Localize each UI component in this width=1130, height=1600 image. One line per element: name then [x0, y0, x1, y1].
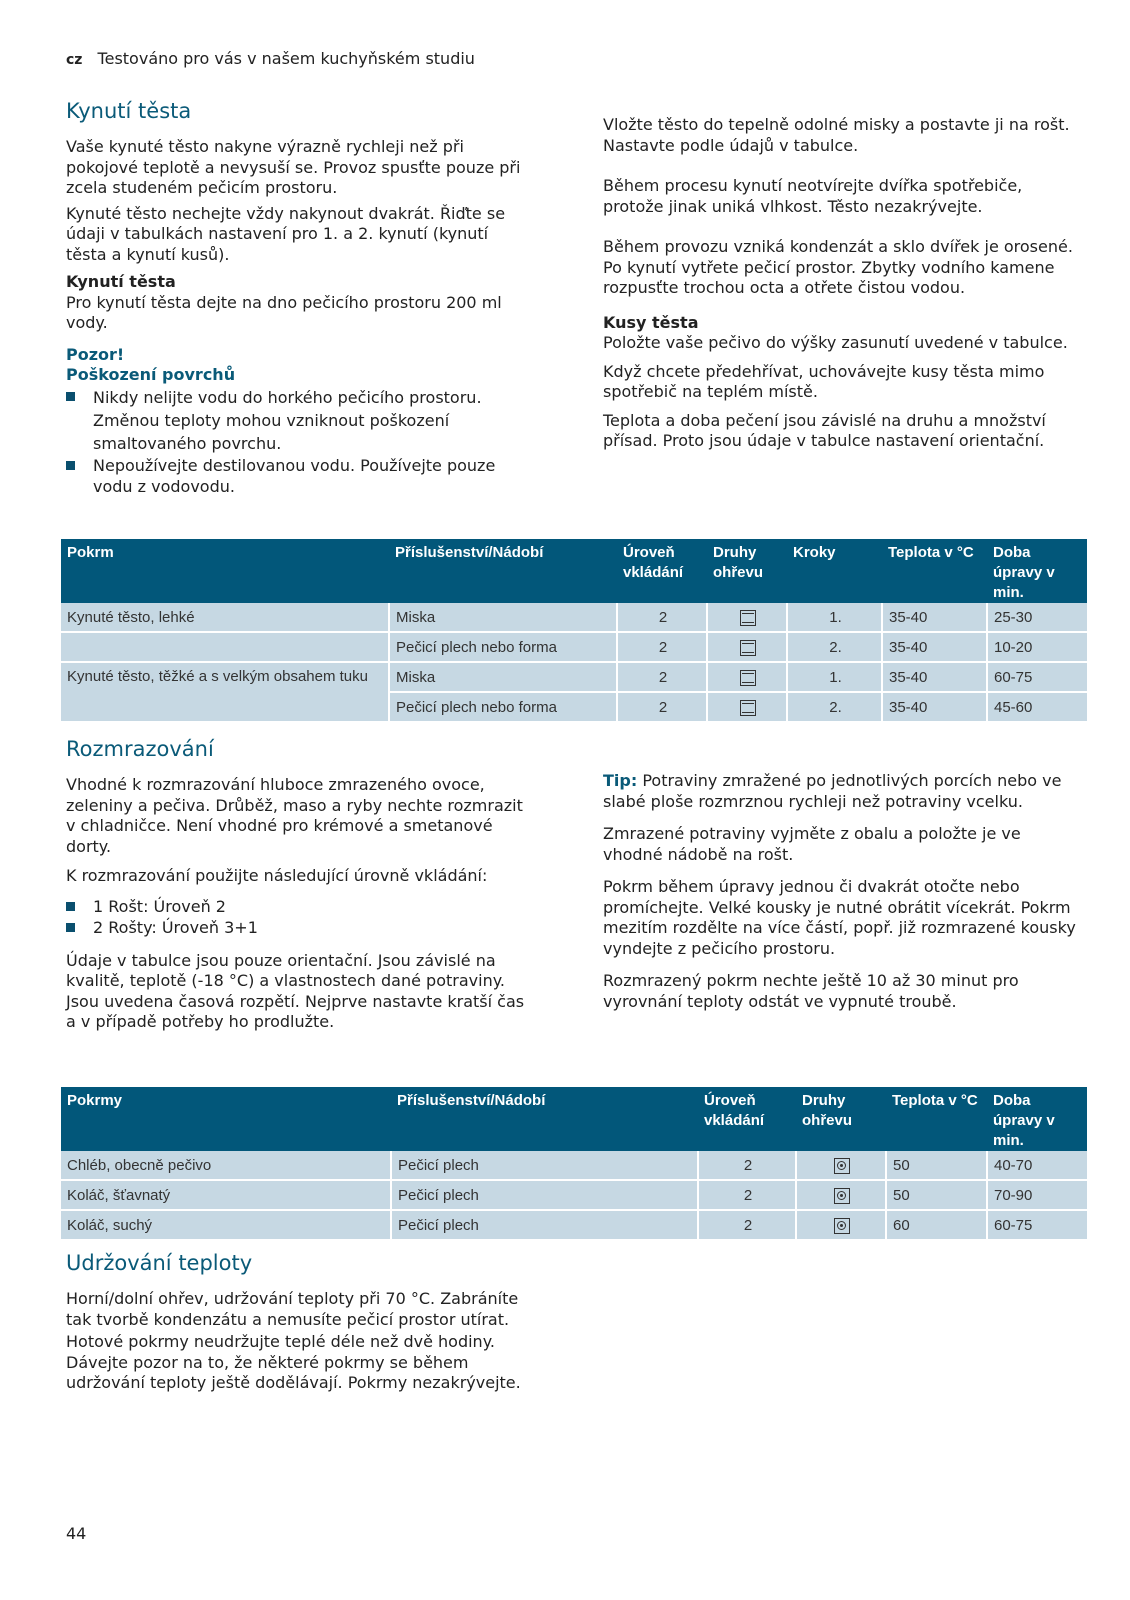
paragraph: Když chcete předehřívat, uchovávejte kusy těsta mimo spotřebič na teplém místě. — [603, 361, 1045, 401]
list-item: Nepoužívejte destilovanou vodu. Používejte pouze vodu z vodovodu. — [66, 455, 526, 497]
header-title: Testováno pro vás v našem kuchyňském studiu — [97, 49, 475, 68]
column-header: Doba úpravy v min. — [987, 1087, 1087, 1151]
cell-dish: Kynuté těsto, těžké a s velkým obsahem tuku — [61, 662, 389, 722]
top-bottom-heat-icon — [740, 700, 756, 716]
cell-time: 25-30 — [987, 603, 1087, 632]
cell-temp: 50 — [886, 1151, 987, 1180]
table-header-row — [61, 1087, 1087, 1151]
cell-heat — [707, 632, 787, 662]
top-bottom-heat-icon — [740, 640, 756, 656]
paragraph: Vložte těsto do tepelně odolné misky a postavte ji na rošt. Nastavte podle údajů v tabulce. — [603, 115, 1070, 155]
cell-heat — [796, 1151, 886, 1180]
cell-temp: 35-40 — [882, 632, 987, 662]
cell-accessory: Pečicí plech nebo forma — [389, 632, 617, 662]
cell-level: 2 — [698, 1210, 796, 1240]
cell-level: 2 — [698, 1151, 796, 1180]
paragraph: Pokrm během úpravy jednou či dvakrát otočte nebo promíchejte. Velké kousky je nutné obrátit vícekrát. Pokrm mezitím rozdělte na více částí, popř. již rozmrazené kousky vyndejte z pečicího prostoru. — [603, 877, 1076, 958]
cell-dish: Chléb, obecně pečivo — [61, 1151, 391, 1180]
cell-time: 60-75 — [987, 662, 1087, 692]
paragraph: Rozmrazený pokrm nechte ještě 10 až 30 minut pro vyrovnání teploty odstát ve vypnuté troubě. — [603, 971, 1019, 1011]
paragraph: Údaje v tabulce jsou pouze orientační. Jsou závislé na kvalitě, teplotě (-18 °C) a vlastnostech dané potraviny. Jsou uvedena časová rozpětí. Nejprve nastavte kratší čas a v případě potřeby ho prodlužte. — [66, 950, 525, 1031]
list-item: 2 Rošty: Úroveň 3+1 — [66, 917, 536, 938]
cell-accessory: Pečicí plech — [391, 1210, 698, 1240]
cell-time: 70-90 — [987, 1180, 1087, 1210]
column-header: Doba úpravy v min. — [987, 539, 1087, 603]
warning-label: Pozor! — [66, 344, 125, 364]
cell-level: 2 — [617, 662, 707, 692]
cell-accessory: Pečicí plech nebo forma — [389, 692, 617, 722]
column-header: Druhy ohřevu — [707, 539, 787, 603]
paragraph: Během procesu kynutí neotvírejte dvířka spotřebiče, protože jinak uniká vlhkost. Těsto nezakrývejte. — [603, 176, 1023, 216]
column-header: Pokrmy — [61, 1087, 391, 1151]
paragraph: Horní/dolní ohřev, udržování teploty při 70 °C. Zabráníte tak tvorbě kondenzátu a nemusíte pečicí prostor utírat. — [66, 1289, 519, 1329]
table-row — [61, 632, 1087, 662]
keep-warm-column — [66, 1289, 526, 1394]
cell-step: 1. — [787, 662, 882, 692]
top-bottom-heat-icon — [740, 610, 756, 626]
cell-temp: 35-40 — [882, 662, 987, 692]
table-row — [61, 603, 1087, 632]
table-row — [61, 1151, 1087, 1180]
cell-level: 2 — [617, 632, 707, 662]
cell-step: 2. — [787, 692, 882, 722]
cell-heat — [796, 1180, 886, 1210]
paragraph: Pro kynutí těsta dejte na dno pečicího prostoru 200 ml vody. — [66, 292, 502, 332]
cell-dish: Koláč, šťavnatý — [61, 1180, 391, 1210]
cell-accessory: Pečicí plech — [391, 1151, 698, 1180]
cell-level: 2 — [617, 692, 707, 722]
column-header: Úroveň vkládání — [698, 1087, 796, 1151]
warning-title: Poškození povrchů — [66, 365, 236, 384]
cell-time: 40-70 — [987, 1151, 1087, 1180]
cell-step: 1. — [787, 603, 882, 632]
section-title-udrzovani: Udržování teploty — [66, 1251, 253, 1275]
page-number: 44 — [66, 1524, 87, 1543]
table-row — [61, 1210, 1087, 1240]
subheading: Kusy těsta — [603, 312, 699, 332]
paragraph: Během provozu vzniká kondenzát a sklo dvířek je orosené. Po kynutí vytřete pečicí prostor. Zbytky vodního kamene rozpusťte trochou octa a otřete čistou vodou. — [603, 237, 1073, 297]
cell-level: 2 — [617, 603, 707, 632]
cell-time: 10-20 — [987, 632, 1087, 662]
defrost-left-column — [66, 775, 536, 1033]
cell-step: 2. — [787, 632, 882, 662]
cell-temp: 50 — [886, 1180, 987, 1210]
cell-accessory: Miska — [389, 603, 617, 632]
column-header: Teplota v °C — [882, 539, 987, 603]
cell-heat — [796, 1210, 886, 1240]
column-header: Teplota v °C — [886, 1087, 987, 1151]
paragraph: Kynuté těsto nechejte vždy nakynout dvakrát. Řiďte se údaji v tabulkách nastavení pro 1. a 2. kynutí (kynutí těsta a kynutí kusů). — [66, 203, 506, 264]
defrost-right-column — [603, 771, 1083, 1012]
tip-paragraph — [603, 771, 1083, 812]
page-header — [66, 49, 475, 68]
cell-heat — [707, 662, 787, 692]
column-header: Příslušenství/Nádobí — [389, 539, 617, 603]
column-header: Pokrm — [61, 539, 389, 603]
paragraph: Teplota a doba pečení jsou závislé na druhu a množství přísad. Proto jsou údaje v tabulce nastavení orientační. — [603, 410, 1046, 450]
paragraph: Vaše kynuté těsto nakyne výrazně rychleji než při pokojové teplotě a nevysuší se. Provoz spusťte pouze při zcela studeném pečicím prostoru. — [66, 137, 521, 197]
warning-list — [66, 386, 526, 497]
cell-dish — [61, 632, 389, 662]
hot-air-icon — [834, 1218, 850, 1234]
paragraph: Hotové pokrmy neudržujte teplé déle než dvě hodiny. Dávejte pozor na to, že některé pokrmy se během udržování teploty ještě dodělávají. Pokrmy nezakrývejte. — [66, 1332, 521, 1392]
top-bottom-heat-icon — [740, 670, 756, 686]
language-code: cz — [66, 52, 83, 68]
column-header: Příslušenství/Nádobí — [391, 1087, 698, 1151]
cell-accessory: Pečicí plech — [391, 1180, 698, 1210]
level-list — [66, 896, 536, 938]
cell-heat — [707, 692, 787, 722]
hot-air-icon — [834, 1188, 850, 1204]
rising-table — [61, 539, 1087, 723]
paragraph: Zmrazené potraviny vyjměte z obalu a položte je ve vhodné nádobě na rošt. — [603, 824, 1021, 864]
column-header: Druhy ohřevu — [796, 1087, 886, 1151]
cell-time: 60-75 — [987, 1210, 1087, 1240]
kynuti-right-column — [603, 115, 1073, 452]
tip-text: Potraviny zmražené po jednotlivých porcích nebo ve slabé ploše rozmrznou rychleji než potraviny vcelku. — [603, 771, 1062, 811]
tip-label: Tip: — [603, 771, 638, 790]
cell-dish: Kynuté těsto, lehké — [61, 603, 389, 632]
subheading: Kynutí těsta — [66, 272, 176, 291]
cell-temp: 35-40 — [882, 603, 987, 632]
section-title-rozmrazovani: Rozmrazování — [66, 737, 214, 761]
column-header: Úroveň vkládání — [617, 539, 707, 603]
table-header-row — [61, 539, 1087, 603]
column-header: Kroky — [787, 539, 882, 603]
list-item: Nikdy nelijte vodu do horkého pečicího prostoru. Změnou teploty mohou vzniknout poškození smaltovaného povrchu. — [66, 386, 526, 455]
cell-dish: Koláč, suchý — [61, 1210, 391, 1240]
cell-heat — [707, 603, 787, 632]
defrost-table — [61, 1087, 1087, 1241]
list-item: 1 Rošt: Úroveň 2 — [66, 896, 536, 917]
table-row — [61, 1180, 1087, 1210]
cell-level: 2 — [698, 1180, 796, 1210]
cell-temp: 35-40 — [882, 692, 987, 722]
paragraph: K rozmrazování použijte následující úrovně vkládání: — [66, 866, 488, 885]
kynuti-left-column — [66, 137, 526, 497]
table-row — [61, 662, 1087, 692]
hot-air-icon — [834, 1158, 850, 1174]
section-title-kynuti: Kynutí těsta — [66, 99, 192, 123]
paragraph: Vhodné k rozmrazování hluboce zmrazeného ovoce, zeleniny a pečiva. Drůběž, maso a ryby nechte rozmrazit v chladničce. Není vhodné pro krémové a smetanové dorty. — [66, 775, 523, 856]
cell-accessory: Miska — [389, 662, 617, 692]
paragraph: Položte vaše pečivo do výšky zasunutí uvedené v tabulce. — [603, 333, 1068, 352]
cell-temp: 60 — [886, 1210, 987, 1240]
cell-time: 45-60 — [987, 692, 1087, 722]
